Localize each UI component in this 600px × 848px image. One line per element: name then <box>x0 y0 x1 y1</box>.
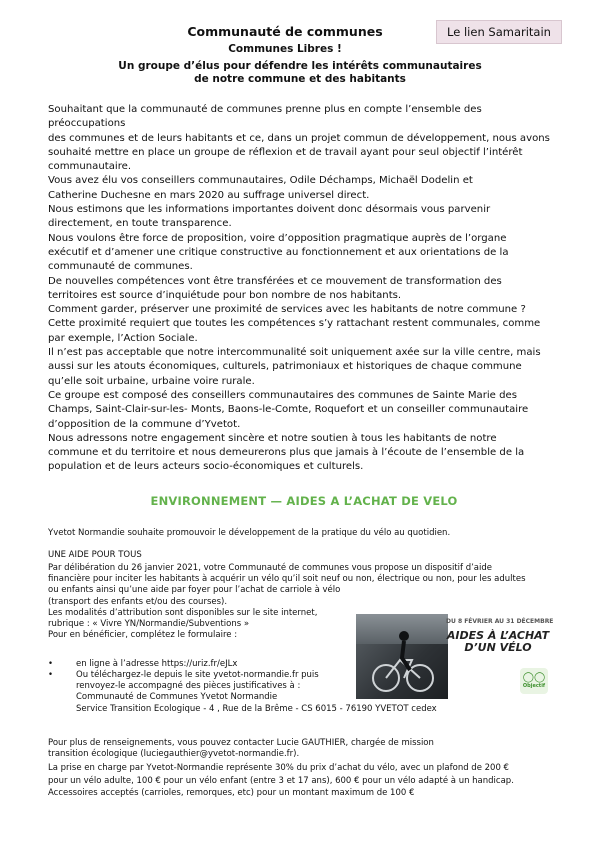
bike-aid-poster <box>356 614 556 699</box>
download-line: renvoyez-le accompagné des pièces justificatives à : <box>76 681 301 692</box>
poster-headline <box>444 630 552 654</box>
article-line: Souhaitant que la communauté de communes prenne plus en compte l’ensemble des préoccupations <box>48 104 482 130</box>
poster-logo <box>520 668 548 694</box>
aid-line: (transport des enfants et/ou des courses). <box>48 596 228 607</box>
article-line: Catherine Duchesne en mars 2020 au suffrage universel direct. <box>48 189 370 201</box>
funding-details <box>48 762 564 800</box>
article-line: Nous voulons être force de proposition, voire d’opposition pragmatique auprès de l’organe <box>48 232 507 244</box>
download-line: Ou téléchargez-le depuis le site yvetot-normandie.fr puis <box>76 670 319 680</box>
article-line: souhaité mettre en place un groupe de réflexion et de travail ayant pour seul objectif l’intérêt <box>48 146 523 158</box>
poster-date: DU 8 FÉVRIER AU 31 DÉCEMBRE <box>446 618 554 625</box>
article-line: Comment garder, préserver une proximité de services avec les habitants de notre commune ? <box>48 304 526 316</box>
article-line: population et de leurs acteurs socio-économiques et culturels. <box>48 461 364 473</box>
aid-line: financière pour inciter les habitants à acquérir un vélo qu’il soit neuf ou non, électrique ou non, pour les adultes <box>48 574 526 585</box>
download-line: Communauté de Communes Yvetot Normandie <box>76 692 278 703</box>
download-line: Service Transition Ecologique - 4 , Rue de la Brême - CS 6015 - 76190 YVETOT cedex <box>76 703 437 714</box>
headline-line-2: de notre commune et des habitants <box>194 72 406 85</box>
contact-line: Pour plus de renseignements, vous pouvez contacter Lucie GAUTHIER, chargée de mission <box>48 738 434 748</box>
contact-info <box>48 738 564 760</box>
environment-intro: Yvetot Normandie souhaite promouvoir le développement de la pratique du vélo au quotidien. <box>48 528 451 538</box>
article-line: par exemple, l’Action Sociale. <box>48 332 198 344</box>
aid-line: Les modalités d’attribution sont disponibles sur le site internet, <box>48 607 318 618</box>
aid-line: rubrique : « Vivre YN/Normandie/Subventions » <box>48 619 250 630</box>
online-form-link[interactable]: en ligne à l’adresse https://uriz.fr/eJLx <box>76 659 238 669</box>
page-subtitle: Communes Libres ! <box>228 43 342 55</box>
article-line: Il n’est pas acceptable que notre intercommunalité soit uniquement axée sur la ville centre, mais <box>48 347 541 359</box>
article-line: d’opposition de la commune d’Yvetot. <box>48 418 241 430</box>
article-line: des communes et de leurs habitants et ce, dans un projet commun de développement, nous avons <box>48 132 550 144</box>
article-line: De nouvelles compétences vont être transférées et ce mouvement de transformation des <box>48 275 502 287</box>
article-line: directement, en toute transparence. <box>48 218 232 230</box>
article-line: communauté de communes. <box>48 261 193 273</box>
section-title: UNE AIDE POUR TOUS <box>48 550 142 560</box>
article-line: Nous estimons que les informations importantes doivent donc désormais vous parvenir <box>48 204 491 216</box>
headline-line-1: Un groupe d’élus pour défendre les intérêts communautaires <box>118 60 482 72</box>
cyclist-icon <box>356 614 448 699</box>
article-line: Vous avez élu vos conseillers communautaires, Odile Déchamps, Michaël Dodelin et <box>48 175 473 187</box>
article-line: exécutif et d’amener une critique constructive au fonctionnement et aux orientations de la <box>48 246 509 258</box>
poster-photo <box>356 614 448 699</box>
article-body <box>48 103 560 475</box>
article-line: commune et du territoire et nous demeurerons plus que jamais à l’écoute de l’ensemble de la <box>48 447 525 459</box>
aid-line: ou enfants ainsi qu’une aide par foyer pour l’achat de carriole à vélo <box>48 585 341 596</box>
poster-logo-text: Objectif <box>522 683 546 689</box>
funding-line: La prise en charge par Yvetot-Normandie représente 30% du prix d’achat du vélo, avec un plafond de 200 € <box>48 763 509 773</box>
aid-line: Pour en bénéficier, complétez le formulaire : <box>48 630 238 641</box>
bullet-dot-icon: • <box>48 659 54 669</box>
page-title: Communauté de communes <box>187 24 383 39</box>
poster-headline-line-1: AIDES À L’ACHAT <box>446 629 550 642</box>
article-line: Ce groupe est composé des conseillers communautaires des communes de Sainte Marie des <box>48 389 517 401</box>
article-line: territoires est source d’inquiétude pour bon nombre de nos habitants. <box>48 289 402 301</box>
headline <box>90 60 510 85</box>
funding-line: Accessoires acceptés (carrioles, remorques, etc) pour un montant maximum de 100 € <box>48 788 415 799</box>
article-line: qu’elle soit urbaine, urbaine voire rurale. <box>48 375 255 387</box>
article-line: communautaire. <box>48 161 132 173</box>
article-line: Cette proximité requiert que toutes les compétences s’y rattachant restent communales, comme <box>48 318 541 330</box>
aid-line: Par délibération du 26 janvier 2021, votre Communauté de communes vous propose un dispositif d’aide <box>48 563 492 573</box>
funding-line: pour un vélo adulte, 100 € pour un vélo enfant (entre 3 et 17 ans), 600 € pour un vélo adapté à un handicap. <box>48 775 514 786</box>
bike-logo-icon: ◯◯ <box>522 672 546 683</box>
publication-tag: Le lien Samaritain <box>436 20 562 44</box>
environment-heading: ENVIRONNEMENT — AIDES A L’ACHAT DE VELO <box>150 494 458 508</box>
contact-line: transition écologique (luciegauthier@yvetot-normandie.fr). <box>48 749 300 760</box>
article-line: aussi sur les atouts économiques, culturels, patrimoniaux et historiques de chaque commune <box>48 361 522 373</box>
article-line: Champs, Saint-Clair-sur-les- Monts, Baons-le-Comte, Roquefort et un conseiller communautaire <box>48 404 529 416</box>
poster-headline-line-2: D’UN VÉLO <box>464 641 532 654</box>
bullet-dot-icon: • <box>48 670 54 680</box>
article-line: Nous adressons notre engagement sincère et notre soutien à tous les habitants de notre <box>48 432 497 444</box>
